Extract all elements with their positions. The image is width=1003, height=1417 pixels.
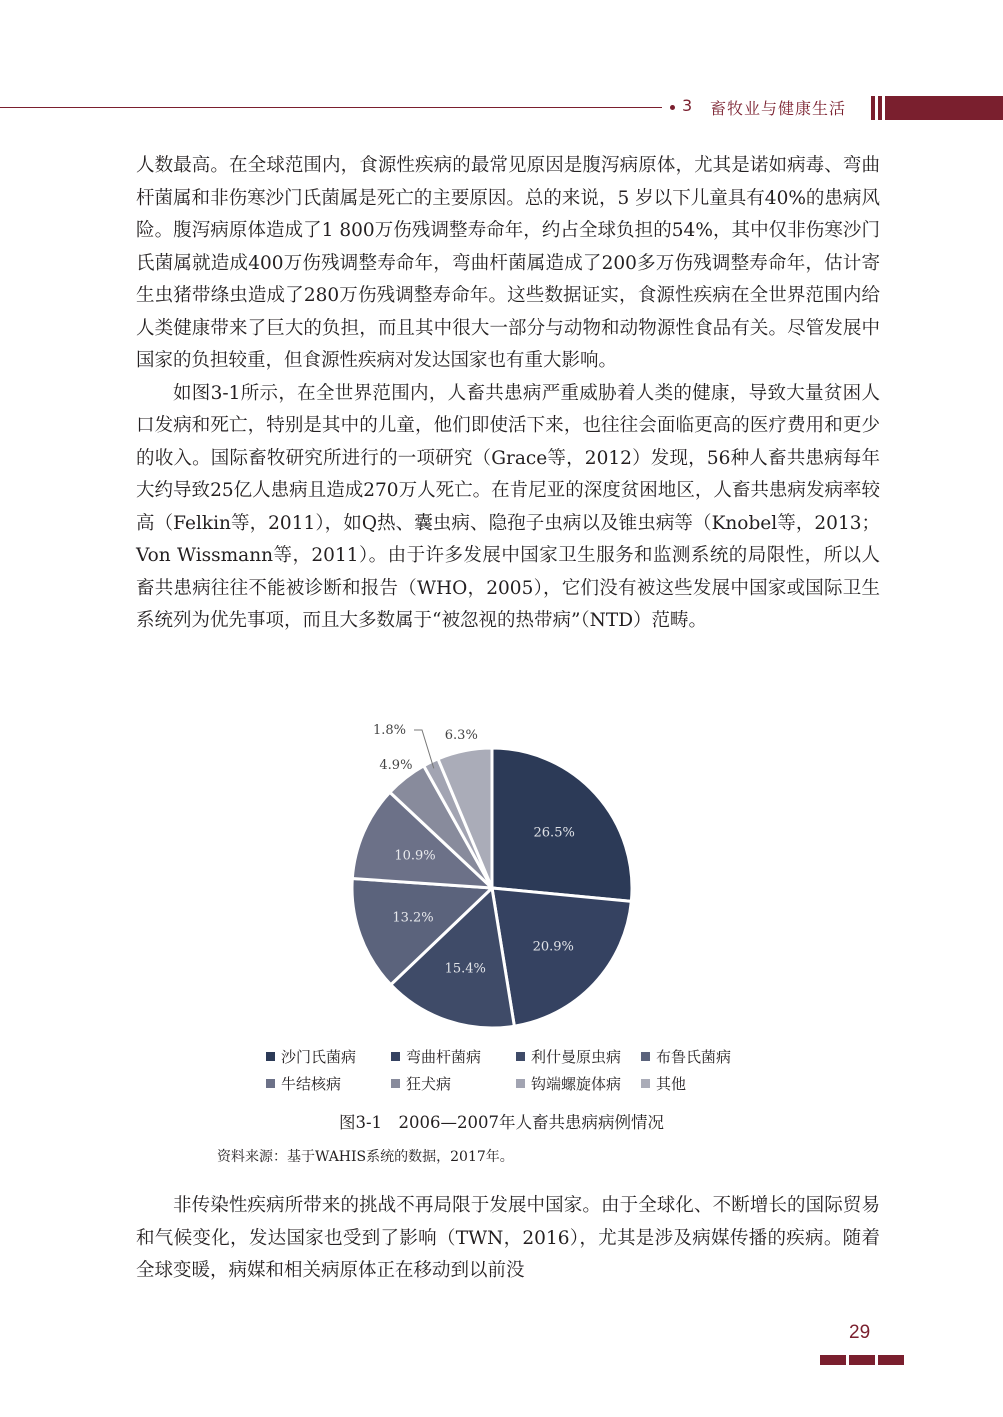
header-ornament-bar: [878, 96, 882, 120]
legend-item: [516, 1046, 641, 1067]
legend-item: [641, 1046, 766, 1067]
legend-swatch: [391, 1079, 400, 1088]
footer-bar: [820, 1355, 846, 1365]
pie-chart: [300, 710, 700, 1045]
pie-slices: [352, 748, 632, 1028]
legend-swatch: [516, 1052, 525, 1061]
legend-item: [266, 1046, 391, 1067]
legend-label: 弯曲杆菌病: [406, 1048, 482, 1066]
legend-item: [516, 1073, 641, 1094]
pie-slice: [492, 888, 631, 1026]
legend-label: 其他: [656, 1075, 687, 1093]
pie-value-label: 10.9%: [394, 848, 436, 864]
chapter-number: 3: [682, 96, 693, 115]
legend-label: 牛结核病: [281, 1075, 342, 1093]
legend-swatch: [266, 1052, 275, 1061]
footer-bar: [878, 1355, 904, 1365]
legend-swatch: [641, 1079, 650, 1088]
pie-value-label: 15.4%: [444, 961, 486, 977]
paragraph: 人数最高。在全球范围内，食源性疾病的最常见原因是腹泻病原体，尤其是诺如病毒、弯曲杆菌属和非伤寒沙门氏菌属是死亡的主要原因。总的来说，5 岁以下儿童具有40%的患病风险。腹泻病原体造成了1 800万伤残调整寿命年，约占全球负担的54%，其中仅非伤寒沙门氏菌属就造成400万伤残调整寿命年，弯曲杆菌属造成了200多万伤残调整寿命年，估计寄生虫猪带绦虫造成了280万伤残调整寿命年。这些数据证实，食源性疾病在全世界范围内给人类健康带来了巨大的负担，而且其中很大一部分与动物和动物源性食品有关。尽管发展中国家的负担较重，但食源性疾病对发达国家也有重大影响。: [136, 155, 880, 371]
legend-label: 狂犬病: [406, 1075, 452, 1093]
legend-label: 布鲁氏菌病: [656, 1048, 732, 1066]
header-rule: [0, 107, 662, 108]
legend-label: 利什曼原虫病: [531, 1048, 622, 1066]
pie-value-label: 20.9%: [532, 939, 574, 955]
pie-value-label: 13.2%: [392, 910, 434, 926]
footer-ornament: [820, 1355, 907, 1365]
legend-item: [391, 1046, 516, 1067]
page-number: 29: [849, 1322, 871, 1343]
legend-label: 钩端螺旋体病: [531, 1075, 622, 1093]
figure-caption: 图3-1 2006—2007年人畜共患病病例情况: [338, 1113, 665, 1132]
legend-swatch: [516, 1079, 525, 1088]
legend-swatch: [266, 1079, 275, 1088]
footer-bar: [849, 1355, 875, 1365]
pie-value-label: 4.9%: [379, 758, 413, 774]
pie-value-label: 1.8%: [372, 723, 406, 738]
header-ornament-bar: [871, 96, 875, 120]
figure-source: 资料来源：基于WAHIS系统的数据，2017年。: [217, 1149, 514, 1165]
body-text-bottom: [136, 1190, 880, 1288]
pie-value-label: 26.5%: [533, 825, 575, 841]
legend-item: [391, 1073, 516, 1094]
legend-swatch: [641, 1052, 650, 1061]
body-text-top: [136, 150, 880, 638]
header-ornament-block: [885, 96, 1003, 120]
legend-item: [266, 1073, 391, 1094]
paragraph: 非传染性疾病所带来的挑战不再局限于发展中国家。由于全球化、不断增长的国际贸易和气候变化，发达国家也受到了影响（TWN，2016），尤其是涉及病媒传播的疾病。随着全球变暖，病媒和相关病原体正在移动到以前没: [136, 1195, 880, 1281]
legend-swatch: [391, 1052, 400, 1061]
paragraph: 如图3-1所示，在全世界范围内，人畜共患病严重威胁着人类的健康，导致大量贫困人口发病和死亡，特别是其中的儿童，他们即使活下来，也往往会面临更高的医疗费用和更少的收入。国际畜牧研究所进行的一项研究（Grace等，2012）发现，56种人畜共患病每年大约导致25亿人患病且造成270万人死亡。在肯尼亚的深度贫困地区，人畜共患病发病率较高（Felkin等，2011），如Q热、囊虫病、隐孢子虫病以及锥虫病等（Knobel等，2013；Von Wissmann等，2011）。由于许多发展中国家卫生服务和监测系统的局限性，所以人畜共患病往往不能被诊断和报告（WHO，2005），它们没有被这些发展中国家或国际卫生系统列为优先事项，而且大多数属于“被忽视的热带病”（NTD）范畴。: [136, 382, 880, 631]
chart-legend: [266, 1043, 766, 1097]
legend-item: [641, 1073, 766, 1094]
pie-value-label: 6.3%: [444, 728, 478, 744]
legend-label: 沙门氏菌病: [281, 1048, 357, 1066]
chapter-title: 畜牧业与健康生活: [710, 99, 847, 118]
header-bullet: [670, 105, 675, 110]
